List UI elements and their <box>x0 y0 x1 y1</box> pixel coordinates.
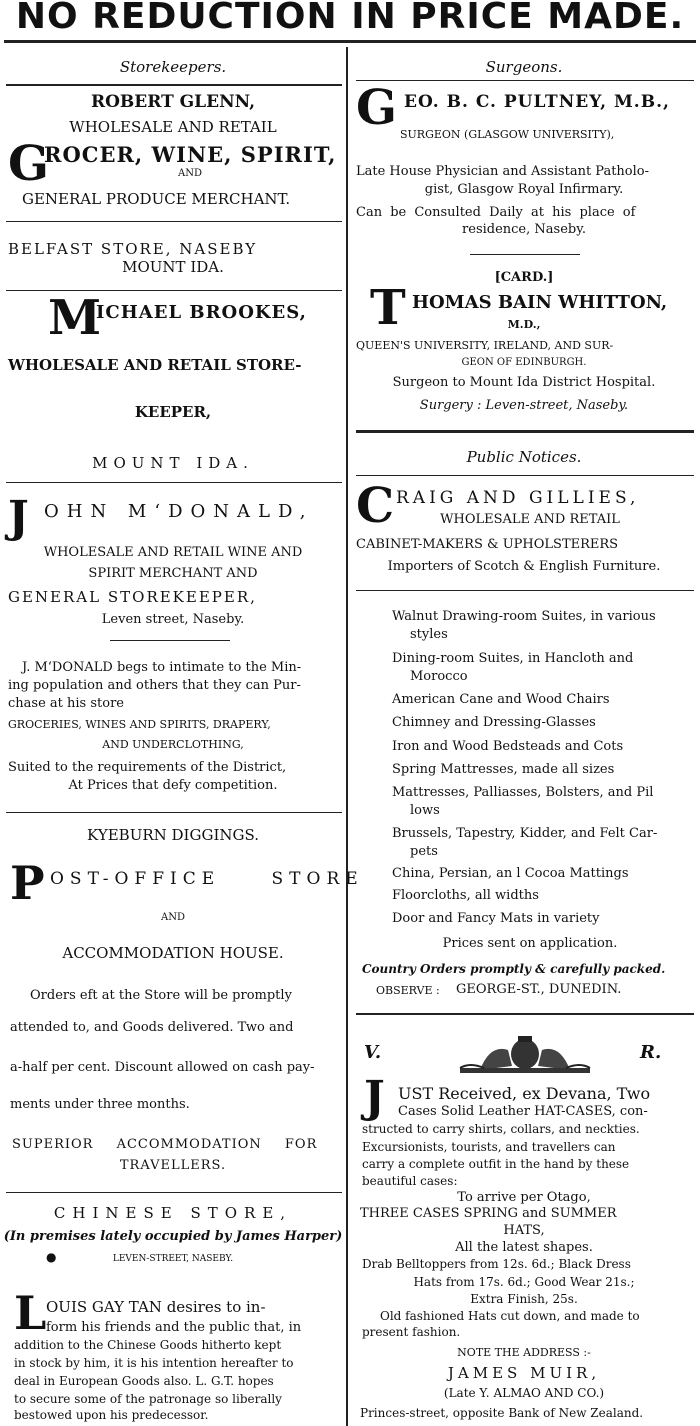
rule <box>6 84 342 86</box>
pultney-p1: Late House Physician and Assistant Patholo- <box>356 164 650 179</box>
chinese-l6: to secure some of the patronage so liberally <box>14 1392 282 1406</box>
muir-l5: carry a complete outfit in the hand by these <box>362 1157 630 1171</box>
surgeons-heading: Surgeons. <box>485 58 563 76</box>
kyeburn-p3: a-half per cent. Discount allowed on cash pay- <box>10 1060 315 1075</box>
glenn-store: BELFAST STORE, NASEBY <box>8 240 258 258</box>
pultney-dropcap: G <box>356 80 397 136</box>
whitton-hosp: Surgeon to Mount Ida District Hospital. <box>392 375 656 390</box>
chinese-addr: LEVEN-STREET, NASEBY. <box>112 1254 234 1264</box>
mcdonald-p2: ing population and others that they can Pur- <box>8 678 301 693</box>
kyeburn-p2: attended to, and Goods delivered. Two and <box>10 1020 294 1035</box>
craig-name: RAIG AND GILLIES, <box>396 488 640 508</box>
kyeburn-sup2: TRAVELLERS. <box>119 1158 227 1173</box>
list-item: Dining-room Suites, in Hancloth and <box>392 651 634 666</box>
muir-l9: HATS, <box>503 1223 545 1238</box>
mcdonald-name: OHN M‘DONALD, <box>44 501 314 522</box>
rule <box>470 254 580 255</box>
list-item: Chimney and Dressing-Glasses <box>392 715 596 730</box>
pultney-p4: residence, Naseby. <box>462 222 586 237</box>
rule <box>6 1192 342 1193</box>
chinese-sub: (In premises lately occupied by James Harper) <box>3 1229 343 1244</box>
mcdonald-address: Leven street, Naseby. <box>101 612 245 627</box>
muir-dropcap: J <box>364 1072 385 1123</box>
chinese-l4: in stock by him, it is his intention hereafter to <box>14 1356 294 1370</box>
rule <box>6 482 342 483</box>
glenn-name: ROBERT GLENN, <box>91 92 255 112</box>
craig-observe-label: OBSERVE : <box>376 984 440 997</box>
muir-l14: Old fashioned Hats cut down, and made to <box>380 1309 640 1323</box>
glenn-dropcap: G <box>8 136 49 192</box>
craig-prices: Prices sent on application. <box>442 936 618 951</box>
pultney-p3: Can be Consulted Daily at his place of <box>356 205 636 220</box>
craig-line3: Importers of Scotch & English Furniture. <box>387 559 661 574</box>
kyeburn-p4: ments under three months. <box>10 1097 190 1112</box>
rule <box>356 590 694 591</box>
muir-l6: beautiful cases: <box>362 1174 458 1188</box>
whitton-q1: QUEEN'S UNIVERSITY, IRELAND, AND SUR- <box>356 339 614 352</box>
page-title: NO REDUCTION IN PRICE MADE. <box>15 0 685 37</box>
mcdonald-p6: Suited to the requirements of the District, <box>8 760 287 775</box>
muir-l19: Princes-street, opposite Bank of New Zealand. <box>360 1406 644 1420</box>
glenn-and: AND <box>178 168 202 179</box>
muir-l1: UST Received, ex Devana, Two <box>398 1084 651 1103</box>
chinese-bullet: ● <box>46 1250 57 1264</box>
chinese-head: CHINESE STORE, <box>53 1204 293 1222</box>
muir-l10: All the latest shapes. <box>455 1240 593 1255</box>
list-item: American Cane and Wood Chairs <box>392 692 610 707</box>
whitton-deg: M.D., <box>507 318 541 331</box>
list-item: styles <box>410 627 448 642</box>
craig-observe-addr: GEORGE-ST., DUNEDIN. <box>456 982 622 997</box>
kyeburn-dropcap: P <box>10 856 45 910</box>
mcdonald-line3: GENERAL STOREKEEPER, <box>8 588 257 606</box>
mcdonald-line2: SPIRIT MERCHANT AND <box>88 566 258 581</box>
muir-l16: NOTE THE ADDRESS :- <box>457 1346 591 1359</box>
list-item: lows <box>410 803 440 818</box>
muir-l18: (Late Y. ALMAO AND CO.) <box>443 1386 605 1400</box>
brookes-dropcap: M <box>48 290 102 346</box>
muir-l17: JAMES MUIR, <box>447 1364 601 1382</box>
craig-line2: CABINET-MAKERS & UPHOLSTERERS <box>356 537 619 552</box>
craig-country: Country Orders promptly & carefully packed. <box>362 962 666 976</box>
list-item: China, Persian, an l Cocoa Mattings <box>392 866 629 881</box>
header-rule <box>4 40 696 43</box>
whitton-surgery: Surgery : Leven-street, Naseby. <box>419 398 629 413</box>
muir-l11: Drab Belltoppers from 12s. 6d.; Black Dress <box>362 1257 631 1271</box>
brookes-name: ICHAEL BROOKES, <box>96 302 307 323</box>
brookes-line1: WHOLESALE AND RETAIL STORE- <box>8 356 302 374</box>
whitton-q2: GEON OF EDINBURGH. <box>461 357 587 368</box>
whitton-dropcap: T <box>370 280 406 336</box>
list-item: Door and Fancy Mats in variety <box>392 911 600 926</box>
brookes-line2: KEEPER, <box>134 403 212 421</box>
rule <box>110 640 230 641</box>
glenn-line3: GENERAL PRODUCE MERCHANT. <box>22 190 291 208</box>
column-divider <box>346 47 348 1426</box>
list-item: Mattresses, Palliasses, Bolsters, and Pil <box>392 785 654 800</box>
pultney-p2: gist, Glasgow Royal Infirmary. <box>424 182 624 197</box>
pultney-title: SURGEON (GLASGOW UNIVERSITY), <box>400 128 615 141</box>
mcdonald-dropcap: J <box>8 492 29 543</box>
rule <box>6 812 342 813</box>
muir-l15: present fashion. <box>362 1325 461 1339</box>
kyeburn-line2: ACCOMMODATION HOUSE. <box>62 944 284 962</box>
mcdonald-p7: At Prices that defy competition. <box>68 778 278 793</box>
mcdonald-p1: J. M‘DONALD begs to intimate to the Min- <box>22 660 302 675</box>
list-item: Brussels, Tapestry, Kidder, and Felt Car- <box>392 826 658 841</box>
chinese-dropcap: L <box>14 1286 47 1340</box>
kyeburn-line1: OST-OFFICE STORE <box>50 869 364 889</box>
list-item: Morocco <box>410 669 468 684</box>
whitton-name: HOMAS BAIN WHITTON, <box>412 292 668 313</box>
rule <box>356 1013 694 1015</box>
mcdonald-line1: WHOLESALE AND RETAIL WINE AND <box>43 545 303 560</box>
list-item: Iron and Wood Bedsteads and Cots <box>392 739 624 754</box>
rule <box>6 221 342 222</box>
rule <box>356 475 694 476</box>
whitton-card: [CARD.] <box>494 270 554 285</box>
craig-dropcap: C <box>356 478 395 534</box>
kyeburn-sup1: SUPERIOR ACCOMMODATION FOR <box>12 1137 318 1152</box>
royal-arms-crest <box>450 1030 600 1076</box>
kyeburn-p1: Orders eft at the Store will be promptly <box>30 988 292 1003</box>
pultney-name: EO. B. C. PULTNEY, M.B., <box>404 92 670 112</box>
rule <box>356 430 694 433</box>
muir-l12: Hats from 17s. 6d.; Good Wear 21s.; <box>413 1275 635 1289</box>
chinese-l5: deal in European Goods also. L. G.T. hopes <box>14 1374 274 1388</box>
notices-heading: Public Notices. <box>466 448 582 466</box>
brookes-place: MOUNT IDA. <box>92 454 254 472</box>
muir-r: R. <box>640 1042 662 1063</box>
craig-line1: WHOLESALE AND RETAIL <box>440 512 620 527</box>
muir-l8: THREE CASES SPRING and SUMMER <box>360 1206 617 1221</box>
chinese-l1: OUIS GAY TAN desires to in- <box>46 1298 266 1316</box>
list-item: Floorcloths, all widths <box>392 888 539 903</box>
kyeburn-head: KYEBURN DIGGINGS. <box>87 826 259 844</box>
kyeburn-and: AND <box>161 912 185 923</box>
glenn-line2: ROCER, WINE, SPIRIT, <box>44 142 337 167</box>
muir-l2: Cases Solid Leather HAT-CASES, con- <box>398 1104 648 1119</box>
glenn-line1: WHOLESALE AND RETAIL <box>69 118 277 136</box>
list-item: pets <box>410 844 438 859</box>
glenn-place: MOUNT IDA. <box>122 258 224 276</box>
muir-l4: Excursionists, tourists, and travellers can <box>362 1140 616 1154</box>
storekeepers-heading: Storekeepers. <box>119 58 227 76</box>
chinese-l2: form his friends and the public that, in <box>46 1320 302 1335</box>
chinese-l3: addition to the Chinese Goods hitherto kept <box>14 1338 282 1352</box>
chinese-l7: bestowed upon his predecessor. <box>14 1408 209 1422</box>
mcdonald-p4: GROCERIES, WINES AND SPIRITS, DRAPERY, <box>8 718 271 731</box>
mcdonald-p3: chase at his store <box>8 696 124 711</box>
muir-l7: To arrive per Otago, <box>457 1190 591 1205</box>
rule <box>356 80 694 81</box>
list-item: Spring Mattresses, made all sizes <box>392 762 615 777</box>
muir-l3: structed to carry shirts, collars, and neckties. <box>362 1122 640 1136</box>
list-item: Walnut Drawing-room Suites, in various <box>392 609 656 624</box>
muir-v: V. <box>364 1042 382 1063</box>
muir-l13: Extra Finish, 25s. <box>470 1292 578 1306</box>
mcdonald-p5: AND UNDERCLOTHING, <box>102 738 244 751</box>
